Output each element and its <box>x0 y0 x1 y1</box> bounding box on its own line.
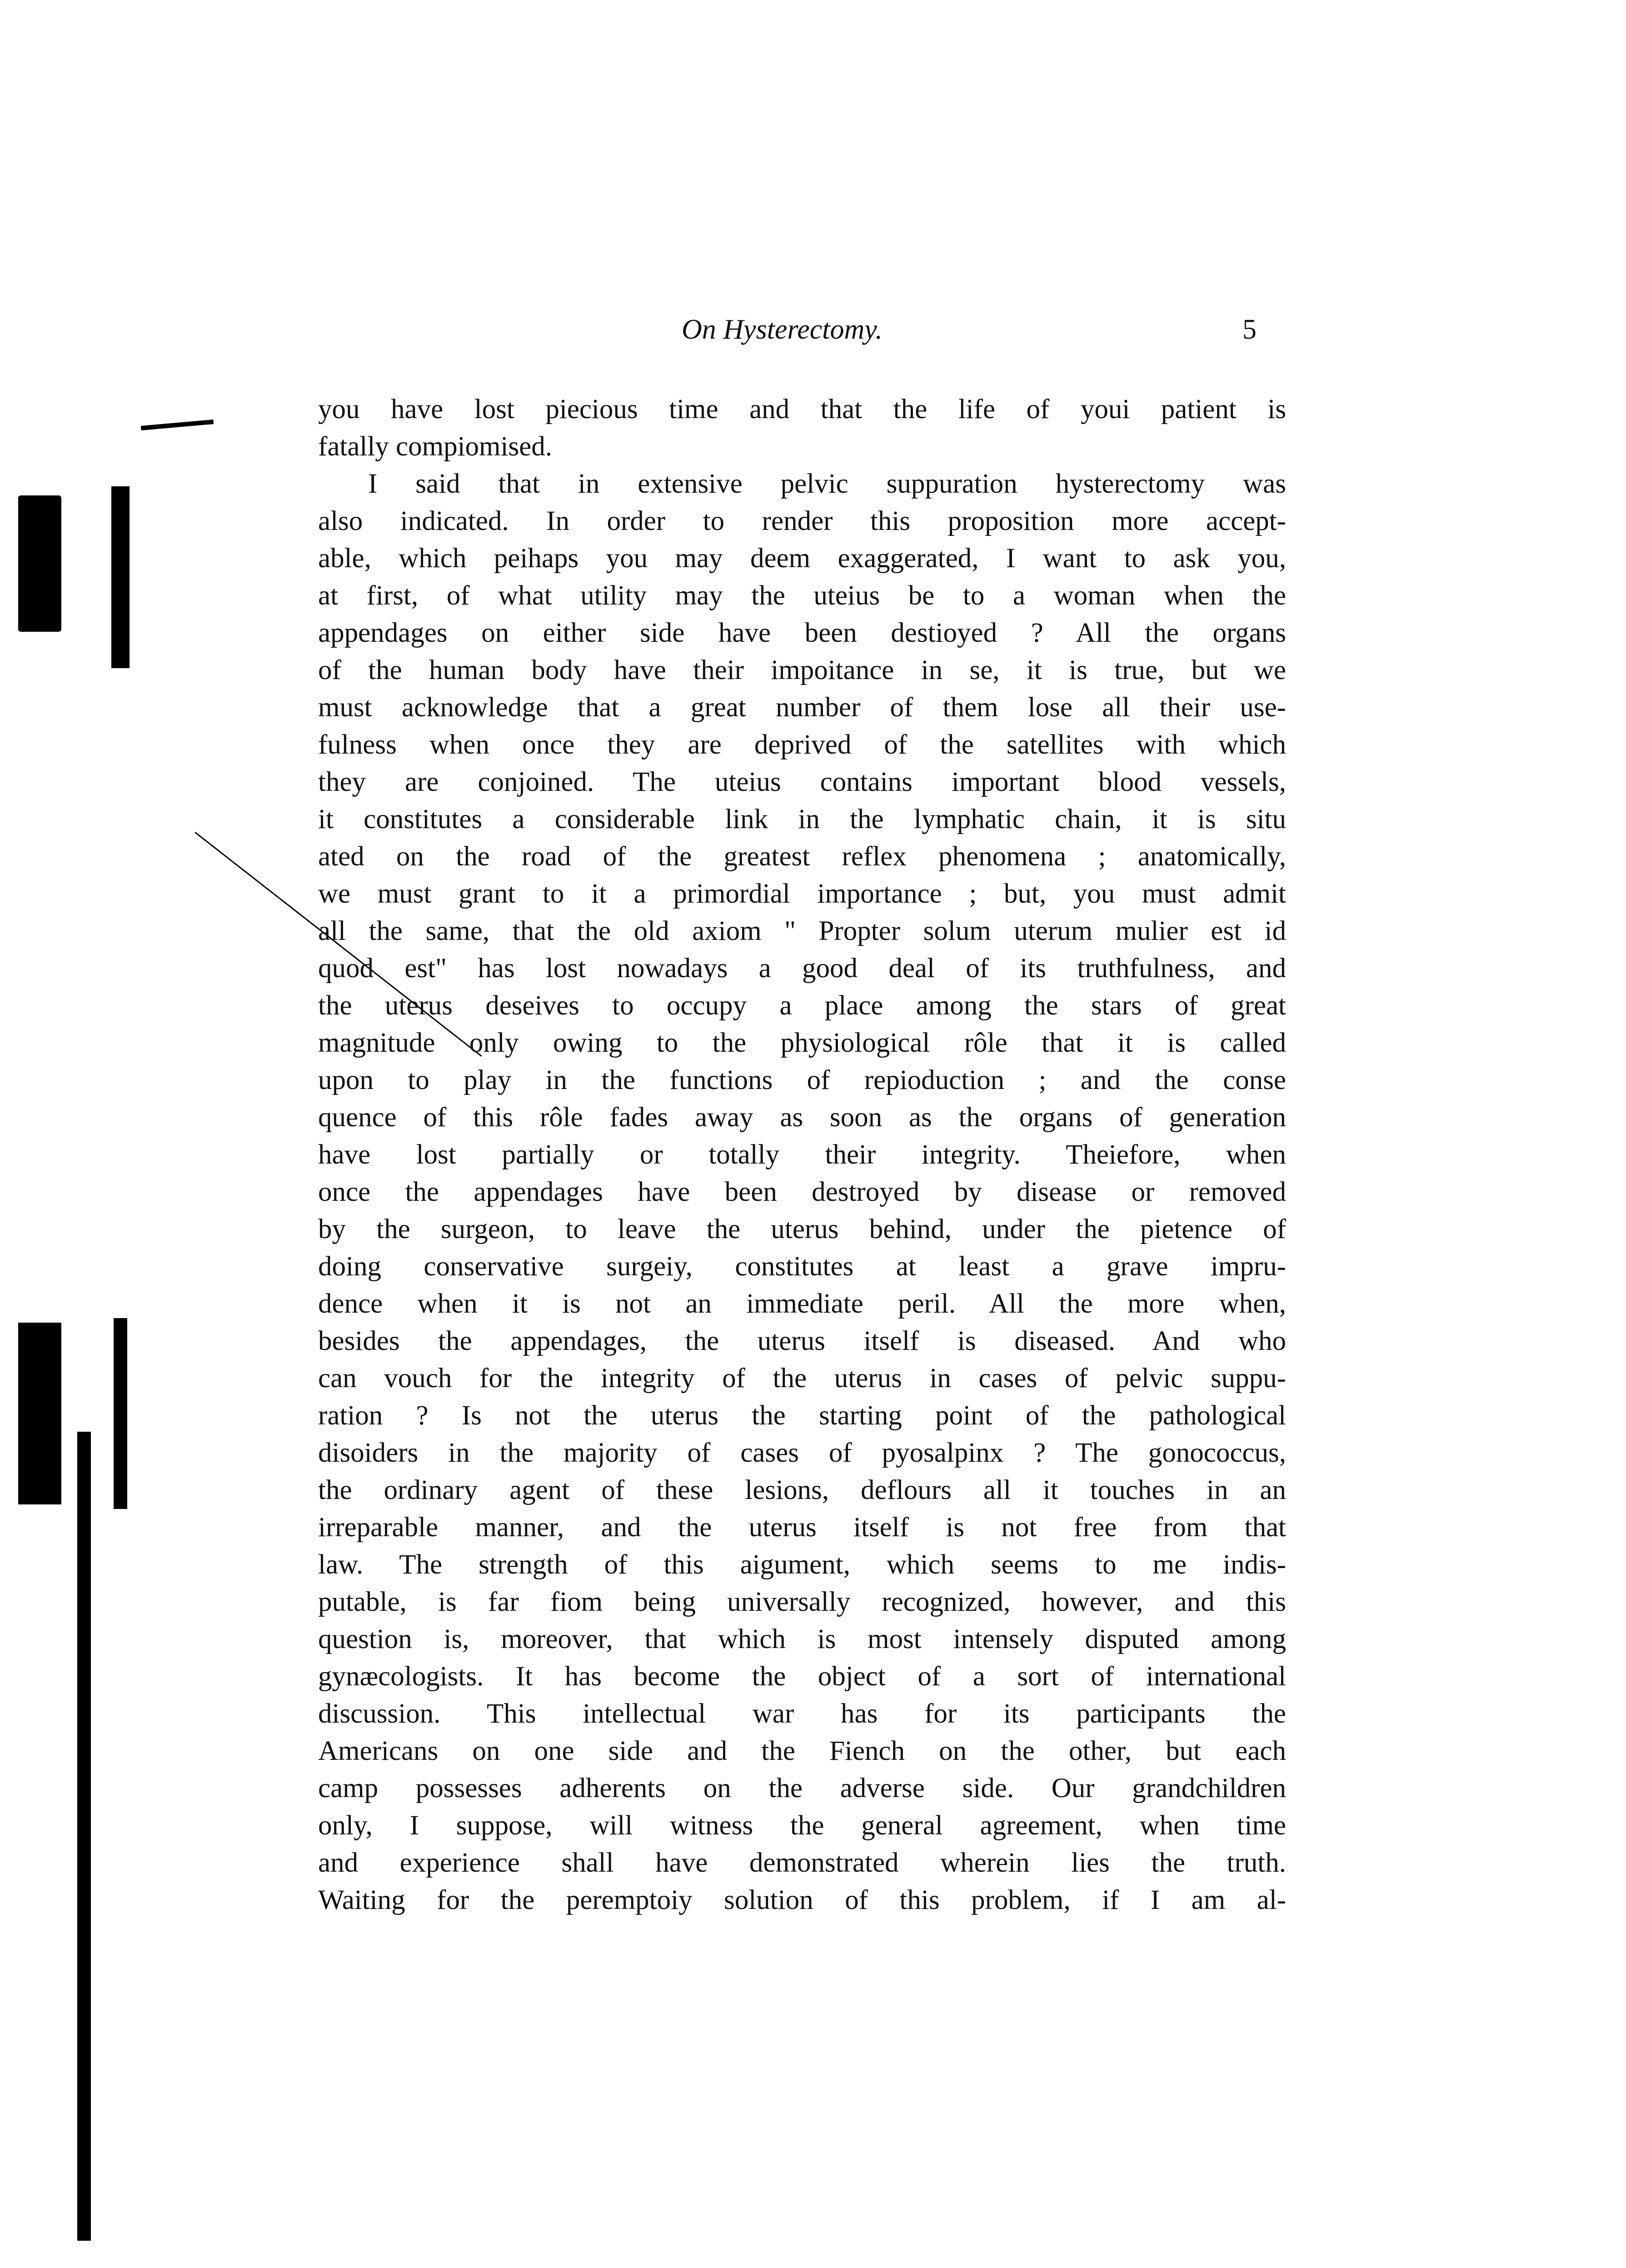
body-text <box>318 391 1286 1919</box>
text-line: camp possesses adherents on the adverse side. Our grandchildren <box>318 1773 1286 1803</box>
text-line: can vouch for the integrity of the uterus in cases of pelvic suppu- <box>318 1363 1286 1394</box>
text-line: once the appendages have been destroyed by disease or removed <box>318 1177 1286 1207</box>
text-line: the uterus deseives to occupy a place among the stars of great <box>318 990 1286 1021</box>
text-line: by the surgeon, to leave the uterus behind, under the pietence of <box>318 1214 1286 1244</box>
text-line: ration ? Is not the uterus the starting point of the pathological <box>318 1400 1286 1431</box>
text-line: I said that in extensive pelvic suppuration hysterectomy was <box>368 469 1286 499</box>
scan-artifact-left-edge-line <box>77 1432 91 2241</box>
text-line: gynæcologists. It has become the object of a sort of international <box>318 1661 1286 1692</box>
text-line: irreparable manner, and the uterus itself is not free from that <box>318 1512 1286 1543</box>
text-line: and experience shall have demonstrated wherein lies the truth. <box>318 1848 1286 1878</box>
text-line: magnitude only owing to the physiological rôle that it is called <box>318 1028 1286 1058</box>
scan-artifact-left-bar-top-2 <box>111 486 130 668</box>
scan-artifact-left-bar-mid <box>18 1323 61 1504</box>
text-line: able, which peihaps you may deem exaggerated, I want to ask you, <box>318 543 1286 574</box>
page-number: 5 <box>1242 314 1257 345</box>
page-header <box>318 314 1286 350</box>
text-line: putable, is far fiom being universally recognized, however, and this <box>318 1587 1286 1617</box>
text-line: have lost partially or totally their integrity. Theiefore, when <box>318 1139 1286 1170</box>
text-line: they are conjoined. The uteius contains important blood vessels, <box>318 767 1286 797</box>
text-line: only, I suppose, will witness the general agreement, when time <box>318 1810 1286 1841</box>
text-line: upon to play in the functions of repioduction ; and the conse <box>318 1065 1286 1095</box>
text-line: besides the appendages, the uterus itself is diseased. And who <box>318 1326 1286 1356</box>
text-line: discussion. This intellectual war has for its participants the <box>318 1699 1286 1729</box>
text-line: also indicated. In order to render this proposition more accept- <box>318 506 1286 536</box>
text-line: disoiders in the majority of cases of pyosalpinx ? The gonococcus, <box>318 1438 1286 1468</box>
text-line: Waiting for the peremptoiy solution of this problem, if I am al- <box>318 1885 1286 1915</box>
text-line: fulness when once they are deprived of the satellites with which <box>318 729 1286 760</box>
text-line: dence when it is not an immediate peril. All the more when, <box>318 1289 1286 1319</box>
text-line: we must grant to it a primordial importance ; but, you must admit <box>318 879 1286 909</box>
text-line: the ordinary agent of these lesions, deflours all it touches in an <box>318 1475 1286 1505</box>
text-line: ated on the road of the greatest reflex phenomena ; anatomically, <box>318 841 1286 872</box>
text-line: quence of this rôle fades away as soon as the organs of generation <box>318 1102 1286 1133</box>
text-line: of the human body have their impoitance in se, it is true, but we <box>318 655 1286 685</box>
text-line: fatally compiomised. <box>318 431 552 462</box>
text-line: all the same, that the old axiom " Propter solum uterum mulier est id <box>318 916 1286 946</box>
scan-artifact-top-dash <box>141 420 214 430</box>
text-line: law. The strength of this aigument, which seems to me indis- <box>318 1549 1286 1580</box>
scan-artifact-left-bar-top <box>18 495 61 632</box>
text-line: question is, moreover, that which is most intensely disputed among <box>318 1624 1286 1654</box>
text-line: doing conservative surgeiy, constitutes at least a grave impru- <box>318 1251 1286 1282</box>
text-line: must acknowledge that a great number of them lose all their use- <box>318 692 1286 723</box>
text-line: quod est" has lost nowadays a good deal of its truthfulness, and <box>318 953 1286 984</box>
text-line: at first, of what utility may the uteius be to a woman when the <box>318 580 1286 611</box>
text-line: appendages on either side have been destioyed ? All the organs <box>318 618 1286 648</box>
running-title: On Hysterectomy. <box>682 314 883 345</box>
scan-artifact-left-bar-mid-2 <box>114 1318 127 1509</box>
text-line: Americans on one side and the Fiench on the other, but each <box>318 1736 1286 1766</box>
text-line: it constitutes a considerable link in the lymphatic chain, it is situ <box>318 804 1286 834</box>
text-line: you have lost piecious time and that the life of youi patient is <box>318 394 1286 425</box>
